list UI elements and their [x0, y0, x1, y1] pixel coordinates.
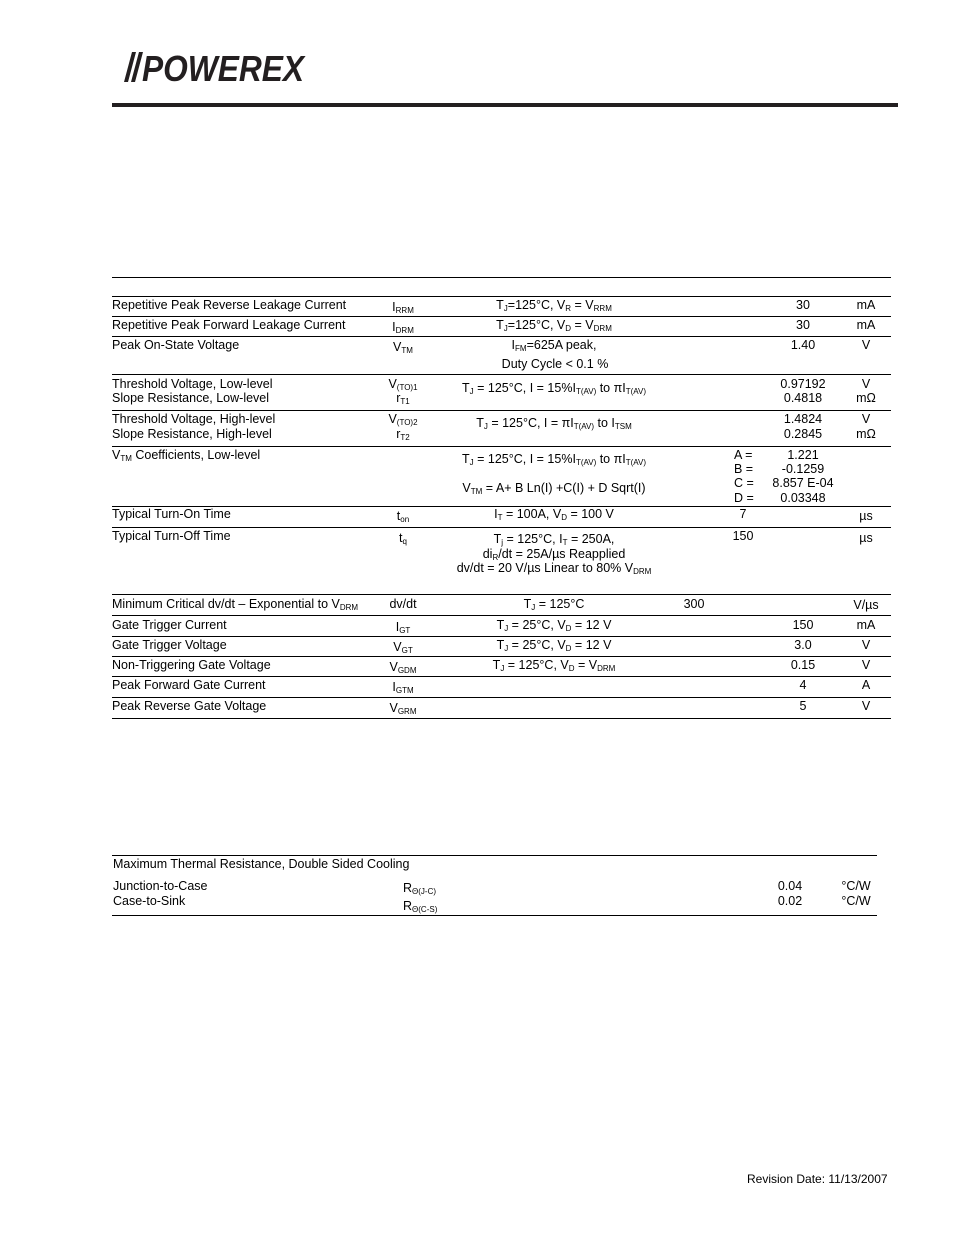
max-value: 30: [796, 318, 810, 332]
param-label: Minimum Critical dv/dt – Exponential to $V_{DRM}$: [112, 597, 359, 612]
unit: mA: [856, 298, 876, 312]
symbol: $V_{GRM}$: [389, 701, 417, 716]
table-rule: [112, 636, 891, 637]
condition: $T_J = 125^\circ C$, $I = 15\%I_{T(AV)}$ to $\pi I_{T(AV)}$: [462, 452, 646, 467]
coef-value: 8.857 E-04: [772, 476, 834, 490]
unit: °C/W: [841, 879, 871, 893]
max-value: 3.0: [794, 638, 812, 652]
symbol: $I_{RRM}$: [392, 300, 414, 315]
param-label: Slope Resistance, Low-level: [112, 391, 270, 405]
param-label: Peak On-State Voltage: [112, 338, 240, 352]
unit: mΩ: [856, 391, 876, 405]
max-value: 150: [792, 618, 814, 632]
param-label: Gate Trigger Voltage: [112, 638, 227, 652]
condition: $T_J = 25^\circ C$, $V_D = 12$ V: [496, 618, 612, 633]
param-label: Peak Forward Gate Current: [112, 678, 266, 692]
table-rule: [112, 336, 891, 337]
condition: dv/dt = 20 V/µs Linear to 80% $V_{DRM}$: [456, 561, 652, 576]
unit: mA: [856, 618, 876, 632]
unit: °C/W: [841, 894, 871, 908]
condition: $T_J = 125^\circ C$, $I = 15\%I_{T(AV)}$ to $\pi I_{T(AV)}$: [462, 381, 646, 396]
condition: $T_J = 25^\circ C$, $V_D = 12$ V: [496, 638, 612, 653]
condition-line2: Duty Cycle < 0.1 %: [501, 357, 609, 371]
table-rule: [112, 316, 891, 317]
coef-label: D =: [734, 491, 754, 505]
max-value: 0.15: [790, 658, 816, 672]
table-rule: [112, 697, 891, 698]
symbol: $V_{(TO)2}$: [388, 412, 418, 427]
revision-date: Revision Date: 11/13/2007: [747, 1172, 888, 1186]
min-value: 300: [683, 597, 705, 611]
table-rule: [112, 915, 877, 916]
table-rule: [112, 855, 877, 856]
unit: V/µs: [853, 598, 879, 612]
condition: $T_J=125^\circ C$, $V_R = V_{RRM}$: [496, 298, 612, 313]
table-rule: [112, 277, 891, 278]
unit: V: [861, 658, 871, 672]
max-value: 1.40: [790, 338, 816, 352]
condition: $di_R/dt = 25A/\mu s$ Reapplied: [482, 547, 626, 562]
max-value: 5: [799, 699, 807, 713]
coef-label: C =: [734, 476, 754, 490]
param-label: $V_{TM}$ Coefficients, Low-level: [112, 448, 261, 463]
param-label: Peak Reverse Gate Voltage: [112, 699, 267, 713]
unit: V: [861, 638, 871, 652]
value: 0.4818: [783, 391, 823, 405]
condition: $T_J = 125^\circ C$: [523, 597, 585, 612]
param-label: Typical Turn-On Time: [112, 507, 231, 521]
unit: V: [861, 699, 871, 713]
condition: $I_T = 100A$, $V_D = 100$ V: [494, 507, 614, 522]
coef-label: A =: [734, 448, 753, 462]
condition: $T_J=125^\circ C$, $V_D = V_{DRM}$: [496, 318, 612, 333]
unit: mΩ: [856, 427, 876, 441]
coef-value: 0.03348: [780, 491, 826, 505]
unit: V: [861, 338, 871, 352]
unit: V: [861, 412, 871, 426]
value: 0.2845: [783, 427, 823, 441]
condition-formula: $V_{TM} = A+ B$ Ln(I) +C(I) + D Sqrt(I): [462, 481, 646, 496]
param-label: Case-to-Sink: [113, 894, 186, 908]
powerex-logo: [122, 48, 307, 89]
condition: $T_J = 125^\circ C$, $V_D = V_{DRM}$: [492, 658, 616, 673]
param-label: Junction-to-Case: [113, 879, 208, 893]
condition: $I_{FM}=625A$ peak,: [511, 338, 597, 353]
header-rule: [112, 103, 898, 107]
unit: V: [861, 377, 871, 391]
param-label: Threshold Voltage, Low-level: [112, 377, 273, 391]
value: 0.97192: [780, 377, 826, 391]
coef-label: B =: [734, 462, 754, 476]
symbol: $V_{GDM}$: [389, 660, 417, 675]
coef-value: 1.221: [787, 448, 819, 462]
max-value: 30: [796, 298, 810, 312]
param-label: Gate Trigger Current: [112, 618, 227, 632]
param-label: Typical Turn-Off Time: [112, 529, 231, 543]
max-value: 0.04: [777, 879, 803, 893]
symbol: $I_{GTM}$: [392, 680, 414, 695]
table-rule: [112, 656, 891, 657]
param-label: Slope Resistance, High-level: [112, 427, 272, 441]
param-label: Repetitive Peak Forward Leakage Current: [112, 318, 346, 332]
symbol: dv/dt: [389, 597, 417, 611]
table-rule: [112, 446, 891, 447]
table-rule: [112, 676, 891, 677]
unit: µs: [859, 509, 873, 523]
param-label: Threshold Voltage, High-level: [112, 412, 276, 426]
table-rule: [112, 615, 891, 616]
table-rule: [112, 718, 891, 719]
table-rule: [112, 296, 891, 297]
symbol: $V_{(TO)1}$: [388, 377, 418, 392]
symbol: $I_{DRM}$: [392, 320, 414, 335]
unit: µs: [859, 531, 873, 545]
symbol: $V_{TM}$: [393, 340, 413, 355]
coef-value: -0.1259: [781, 462, 825, 476]
table-rule: [112, 374, 891, 375]
value: 1.4824: [783, 412, 823, 426]
max-value: 4: [799, 678, 807, 692]
typ-value: 7: [739, 507, 747, 521]
thermal-section-title: Maximum Thermal Resistance, Double Sided Cooling: [113, 857, 410, 871]
condition: $T_J = 125^\circ C$, $I = \pi I_{T(AV)}$ to $I_{TSM}$: [476, 416, 632, 431]
symbol: $r_{T1}$: [396, 391, 410, 406]
symbol: $r_{T2}$: [396, 427, 410, 442]
symbol: $R_{\Theta(J-C)}$: [403, 881, 437, 896]
symbol: $V_{GT}$: [393, 640, 413, 655]
param-label: Non-Triggering Gate Voltage: [112, 658, 271, 672]
max-value: 0.02: [777, 894, 803, 908]
logo-wordmark: POWEREX: [142, 48, 306, 89]
table-rule: [112, 527, 891, 528]
table-rule: [112, 594, 891, 595]
param-label: Repetitive Peak Reverse Leakage Current: [112, 298, 347, 312]
condition: $T_j = 125^\circ C$, $I_T = 250A$,: [493, 532, 615, 547]
symbol: $t_{on}$: [396, 509, 410, 524]
table-rule: [112, 410, 891, 411]
unit: mA: [856, 318, 876, 332]
typ-value: 150: [732, 529, 754, 543]
symbol: $R_{\Theta(C-S)}$: [403, 899, 438, 914]
symbol: $I_{GT}$: [395, 620, 411, 635]
symbol: $t_q$: [399, 531, 407, 546]
unit: A: [861, 678, 871, 692]
